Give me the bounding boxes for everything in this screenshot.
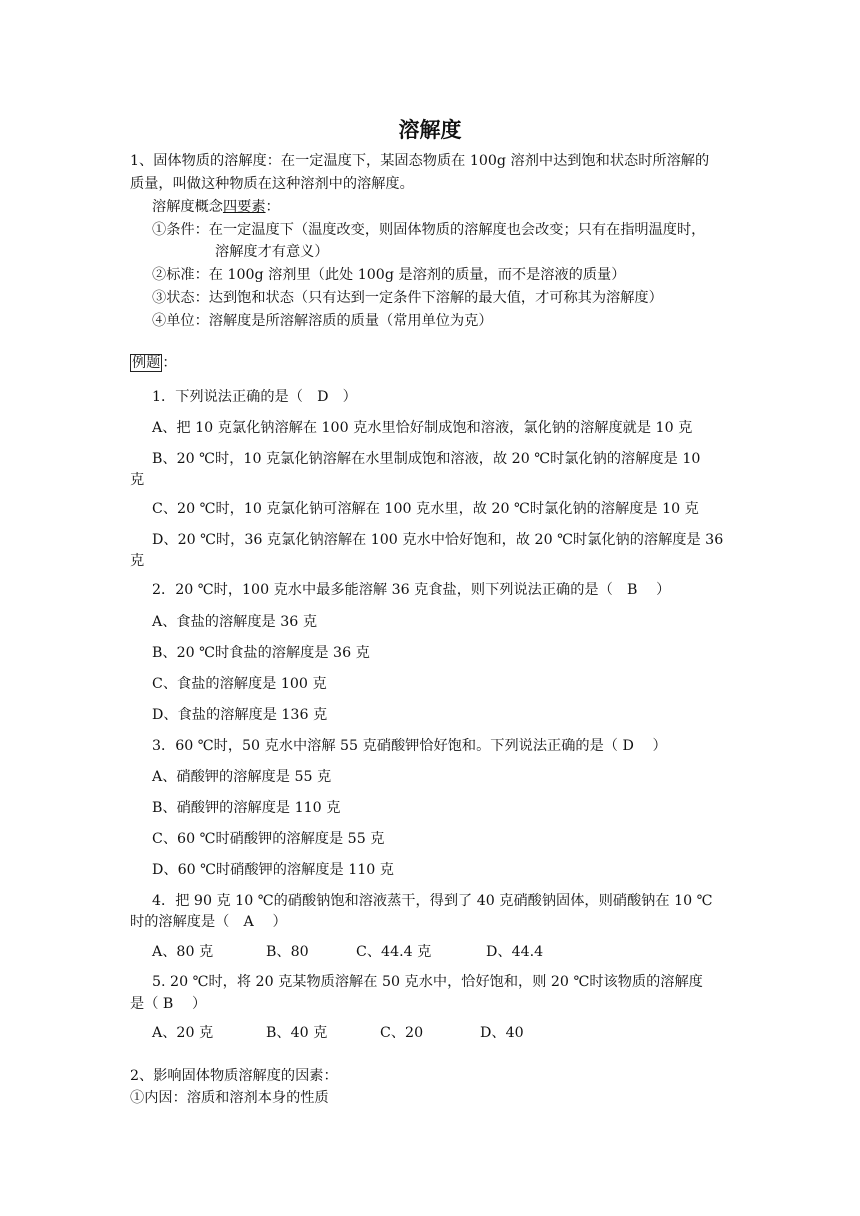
element-condition-cont: 溶解度才有意义） (215, 244, 329, 260)
page-title: 溶解度 (398, 118, 462, 142)
section2-item-1: ①内因：溶质和溶剂本身的性质 (130, 1090, 329, 1106)
q4-option-d: D、44.4 (486, 944, 544, 960)
q5-options (152, 1023, 524, 1043)
q1-option-b-cont: 克 (130, 472, 145, 488)
element-unit: ④单位：溶解度是所溶解溶质的质量（常用单位为克） (152, 313, 493, 329)
q4-options (152, 942, 543, 962)
q1-stem: 1．下列说法正确的是（ D ） (152, 389, 357, 405)
concept-prefix: 溶解度概念 (152, 199, 223, 215)
q4-stem-cont: 时的溶解度是（ A ） (130, 914, 287, 930)
q3-option-b: B、硝酸钾的溶解度是 110 克 (152, 800, 341, 816)
q3-option-a: A、硝酸钾的溶解度是 55 克 (152, 769, 332, 785)
q2-stem: 2．20 ℃时，100 克水中最多能溶解 36 克食盐，则下列说法正确的是（ B ） (152, 582, 671, 598)
q5-option-c: C、20 (380, 1025, 424, 1041)
q1-option-d: D、20 ℃时，36 克氯化钠溶解在 100 克水中恰好饱和，故 20 ℃时氯化钠的溶解度是 36 (152, 532, 724, 548)
q5-option-a: A、20 克 (152, 1025, 214, 1041)
q1-option-d-cont: 克 (130, 553, 145, 569)
element-state: ③状态：达到饱和状态（只有达到一定条件下溶解的最大值，才可称其为溶解度） (152, 290, 663, 306)
q2-option-a: A、食盐的溶解度是 36 克 (152, 614, 318, 630)
element-condition: ①条件：在一定温度下（温度改变，则固体物质的溶解度也会改变；只有在指明温度时， (152, 222, 706, 238)
q3-option-c: C、60 ℃时硝酸钾的溶解度是 55 克 (152, 831, 385, 847)
q1-option-b: B、20 ℃时，10 克氯化钠溶解在水里制成饱和溶液，故 20 ℃时氯化钠的溶解度是 10 (152, 451, 701, 467)
section2-heading: 2、影响固体物质溶解度的因素： (130, 1068, 338, 1084)
q5-stem-cont: 是（ B ） (130, 996, 207, 1012)
concept-suffix: ： (265, 199, 280, 215)
q2-option-d: D、食盐的溶解度是 136 克 (152, 707, 328, 723)
definition-line-2: 质量，叫做这种物质在这种溶剂中的溶解度。 (130, 176, 414, 192)
q5-stem: 5. 20 ℃时，将 20 克某物质溶解在 50 克水中，恰好饱和，则 20 ℃时该物质的溶解度 (152, 974, 703, 990)
q1-option-c: C、20 ℃时，10 克氯化钠可溶解在 100 克水里，故 20 ℃时氯化钠的溶解度是 10 克 (152, 501, 699, 517)
q4-stem: 4．把 90 克 10 ℃的硝酸钠饱和溶液蒸干，得到了 40 克硝酸钠固体，则硝酸钠在 10 ℃ (152, 893, 713, 909)
examples-heading (130, 353, 177, 373)
q3-option-d: D、60 ℃时硝酸钾的溶解度是 110 克 (152, 862, 394, 878)
q2-option-c: C、食盐的溶解度是 100 克 (152, 676, 327, 692)
q1-option-a: A、把 10 克氯化钠溶解在 100 克水里恰好制成饱和溶液，氯化钠的溶解度就是 10 克 (152, 420, 693, 436)
q5-option-b: B、40 克 (266, 1025, 328, 1041)
examples-label: 例题 (132, 355, 161, 371)
q2-option-b: B、20 ℃时食盐的溶解度是 36 克 (152, 645, 370, 661)
concept-keyword: 四要素 (222, 199, 266, 215)
concept-heading (152, 197, 280, 217)
element-standard: ②标准：在 100g 溶剂里（此处 100g 是溶剂的质量，而不是溶液的质量） (152, 267, 626, 283)
q4-option-c: C、44.4 克 (356, 944, 432, 960)
examples-colon: ： (162, 355, 177, 371)
definition-line-1: 1、固体物质的溶解度：在一定温度下，某固态物质在 100g 溶剂中达到饱和状态时所溶解的 (130, 153, 710, 169)
q4-option-b: B、80 (266, 944, 309, 960)
q5-option-d: D、40 (480, 1025, 524, 1041)
q3-stem: 3．60 ℃时，50 克水中溶解 55 克硝酸钾恰好饱和。下列说法正确的是（ D ） (152, 738, 667, 754)
q4-option-a: A、80 克 (152, 944, 214, 960)
